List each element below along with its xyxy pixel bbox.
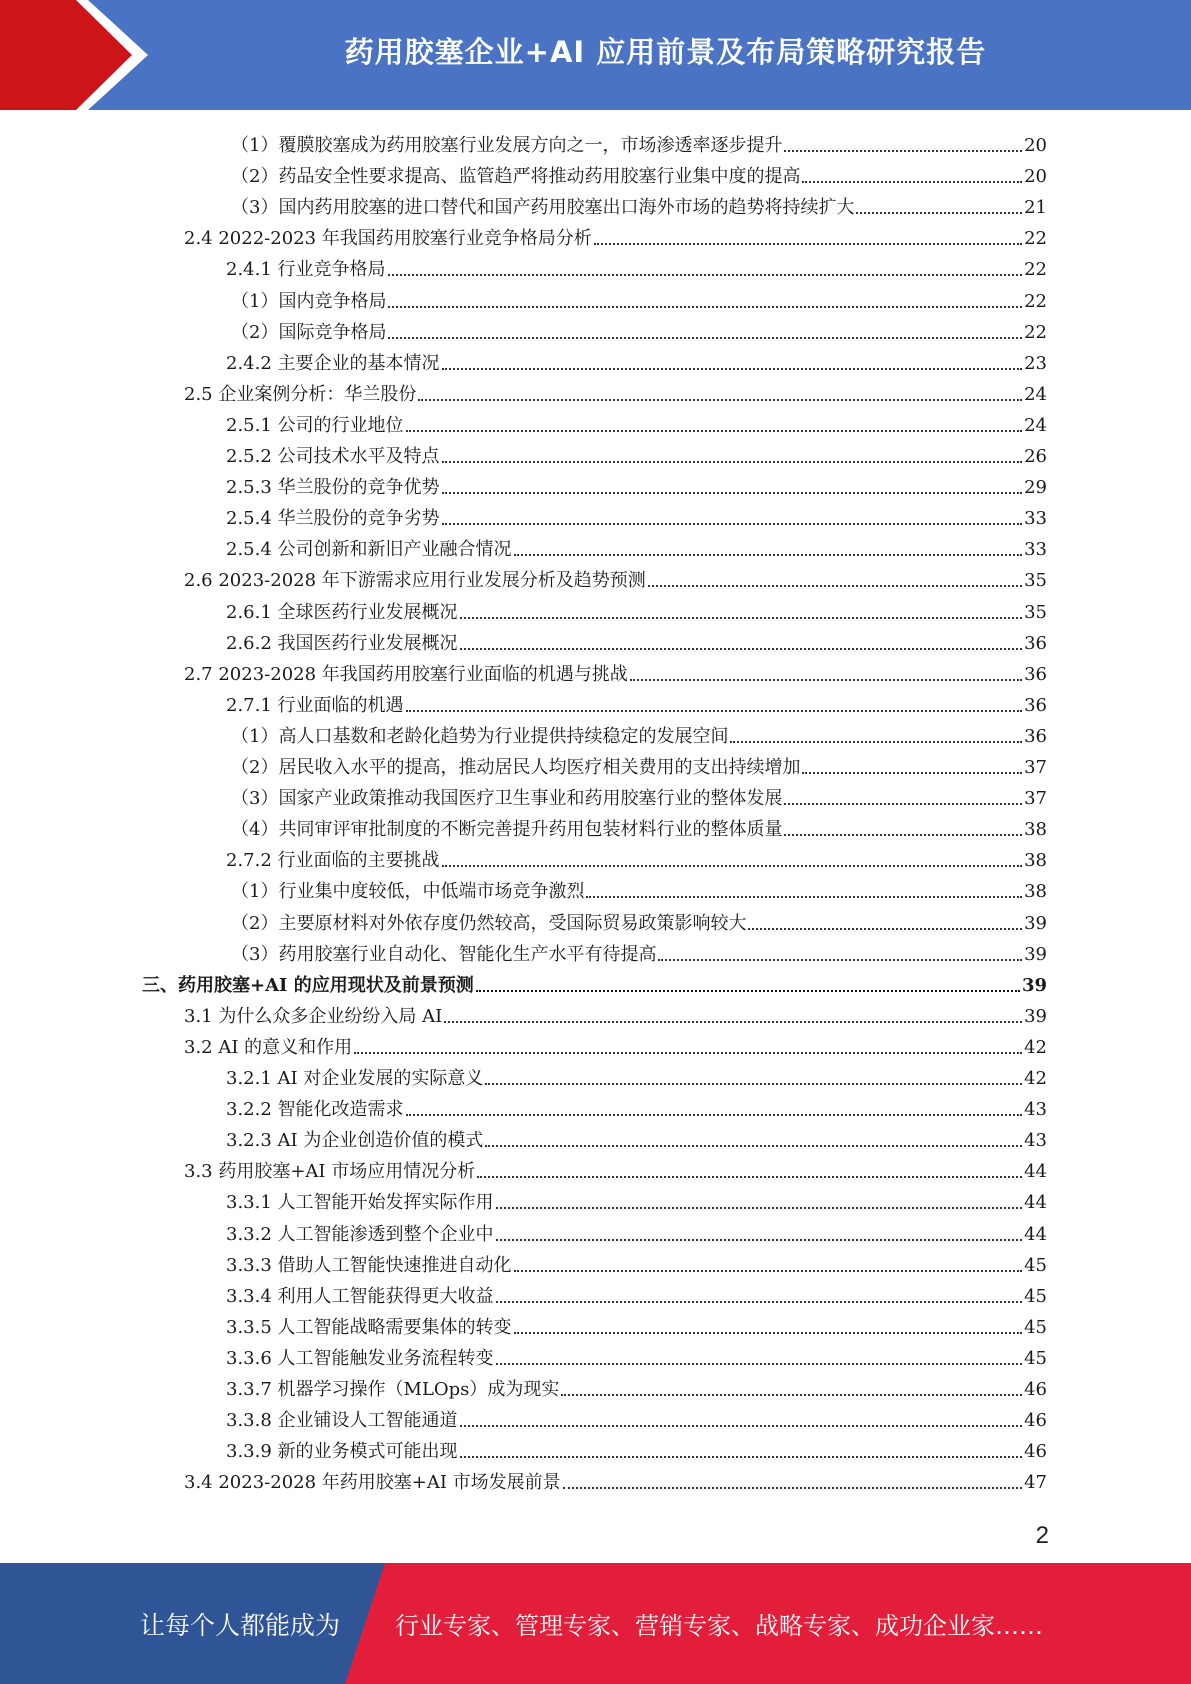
toc-entry-title: 2.5.1 公司的行业地位 <box>226 414 404 436</box>
toc-dot-leader <box>388 274 1023 276</box>
toc-entry[interactable] <box>142 966 1047 997</box>
toc-dot-leader <box>406 430 1023 432</box>
toc-dot-leader <box>354 1052 1022 1054</box>
footer-slogan-right: 行业专家、管理专家、营销专家、战略专家、成功企业家…… <box>395 1612 1043 1640</box>
toc-entry-title: 2.5.3 华兰股份的竞争优势 <box>226 477 440 499</box>
toc-entry-page: 45 <box>1024 1347 1047 1369</box>
page-number: 2 <box>1035 1522 1049 1549</box>
toc-entry-title: （1）行业集中度较低，中低端市场竞争激烈 <box>231 881 585 903</box>
toc-dot-leader <box>477 1176 1022 1178</box>
toc-dot-leader <box>648 585 1022 587</box>
toc-entry-title: 2.5.4 公司创新和新旧产业融合情况 <box>226 539 512 561</box>
toc-entry-title: 3.3.6 人工智能触发业务流程转变 <box>226 1347 494 1369</box>
toc-entry-title: 3.3.2 人工智能渗透到整个企业中 <box>226 1223 494 1245</box>
toc-entry[interactable] <box>226 1246 1047 1277</box>
toc-entry[interactable] <box>226 406 1047 437</box>
toc-entry-page: 39 <box>1024 1005 1047 1027</box>
toc-entry-title: （1）覆膜胶塞成为药用胶塞行业发展方向之一，市场渗透率逐步提升 <box>231 135 783 156</box>
toc-dot-leader <box>784 834 1022 836</box>
toc-entry[interactable] <box>226 468 1047 499</box>
toc-dot-leader <box>418 399 1022 401</box>
toc-dot-leader <box>496 1363 1023 1365</box>
toc-entry[interactable] <box>231 810 1047 841</box>
toc-dot-leader <box>496 1239 1023 1241</box>
toc-entry[interactable] <box>231 282 1047 313</box>
toc-entry-title: 2.6.2 我国医药行业发展概况 <box>226 632 458 654</box>
toc-entry-page: 20 <box>1024 166 1047 188</box>
toc-entry-title: 3.3.1 人工智能开始发挥实际作用 <box>226 1192 494 1214</box>
toc-entry[interactable] <box>184 655 1047 686</box>
toc-entry-page: 44 <box>1024 1192 1047 1214</box>
toc-entry-page: 39 <box>1021 974 1047 996</box>
toc-dot-leader <box>514 1332 1023 1334</box>
toc-dot-leader <box>784 150 1022 152</box>
page-header <box>0 0 1191 110</box>
toc-entry[interactable] <box>226 624 1047 655</box>
toc-entry-title: 3.2 AI 的意义和作用 <box>184 1036 353 1058</box>
toc-entry-page: 37 <box>1024 757 1047 778</box>
toc-entry[interactable] <box>231 313 1047 344</box>
toc-entry-page: 36 <box>1024 694 1047 716</box>
toc-entry-title: 3.3.3 借助人工智能快速推进自动化 <box>226 1254 512 1276</box>
toc-dot-leader <box>630 679 1022 681</box>
toc-entry-title: （3）药用胶塞行业自动化、智能化生产水平有待提高 <box>231 943 657 965</box>
toc-dot-leader <box>594 243 1022 245</box>
toc-entry-title: 2.4 2022-2023 年我国药用胶塞行业竞争格局分析 <box>184 228 592 250</box>
toc-entry[interactable] <box>231 157 1047 188</box>
toc-dot-leader <box>460 648 1023 650</box>
toc-entry-title: 3.3 药用胶塞+AI 市场应用情况分析 <box>184 1161 476 1183</box>
toc-entry-page: 44 <box>1024 1161 1047 1183</box>
toc-entry[interactable] <box>231 779 1047 810</box>
toc-entry[interactable] <box>226 593 1047 624</box>
toc-entry-page: 39 <box>1024 912 1047 934</box>
toc-dot-leader <box>460 1456 1023 1458</box>
toc-entry[interactable] <box>184 997 1047 1028</box>
toc-entry-title: 2.4.2 主要企业的基本情况 <box>226 352 440 374</box>
toc-entry-page: 45 <box>1024 1316 1047 1338</box>
toc-entry-title: （2）主要原材料对外依存度仍然较高，受国际贸易政策影响较大 <box>231 912 747 934</box>
toc-entry[interactable] <box>226 344 1047 375</box>
toc-entry-page: 22 <box>1024 321 1047 343</box>
toc-entry[interactable] <box>226 250 1047 281</box>
toc-entry-title: 2.5.2 公司技术水平及特点 <box>226 446 440 467</box>
toc-dot-leader <box>388 337 1022 339</box>
toc-dot-leader <box>802 772 1022 774</box>
toc-entry-title: 2.7.2 行业面临的主要挑战 <box>226 850 440 872</box>
toc-entry[interactable] <box>231 748 1047 779</box>
toc-dot-leader <box>856 212 1022 214</box>
toc-entry-page: 33 <box>1024 508 1047 530</box>
toc-entry-page: 21 <box>1024 197 1047 219</box>
toc-dot-leader <box>444 1021 1022 1023</box>
toc-entry[interactable] <box>184 1152 1047 1183</box>
toc-entry-page: 45 <box>1024 1285 1047 1307</box>
toc-entry[interactable] <box>184 1463 1047 1494</box>
toc-entry[interactable] <box>231 188 1047 219</box>
toc-entry-page: 33 <box>1024 539 1047 561</box>
toc-dot-leader <box>730 741 1022 743</box>
page-footer <box>0 1563 1191 1684</box>
toc-entry-title: （4）共同审评审批制度的不断完善提升药用包装材料行业的整体质量 <box>231 819 783 841</box>
toc-entry-page: 22 <box>1024 259 1047 281</box>
toc-entry[interactable] <box>226 499 1047 530</box>
toc-dot-leader <box>514 1270 1023 1272</box>
toc-entry-page: 36 <box>1024 663 1047 685</box>
toc-dot-leader <box>485 1145 1022 1147</box>
toc-entry-title: 3.4 2023-2028 年药用胶塞+AI 市场发展前景 <box>184 1472 561 1494</box>
toc-dot-leader <box>442 523 1023 525</box>
toc-entry[interactable] <box>226 437 1047 468</box>
toc-entry-page: 20 <box>1024 135 1047 156</box>
header-arrow-decoration <box>0 0 150 110</box>
toc-dot-leader <box>406 710 1023 712</box>
toc-entry[interactable] <box>231 126 1047 157</box>
toc-entry-page: 36 <box>1024 632 1047 654</box>
toc-entry[interactable] <box>226 1277 1047 1308</box>
toc-dot-leader <box>442 865 1023 867</box>
toc-entry-title: 3.2.2 智能化改造需求 <box>226 1099 404 1121</box>
toc-entry[interactable] <box>226 1339 1047 1370</box>
toc-entry-page: 35 <box>1024 601 1047 623</box>
toc-entry[interactable] <box>226 841 1047 872</box>
toc-entry-title: 2.5.4 华兰股份的竞争劣势 <box>226 508 440 530</box>
toc-entry[interactable] <box>184 375 1047 406</box>
toc-dot-leader <box>442 461 1023 463</box>
toc-entry-page: 23 <box>1024 352 1047 374</box>
toc-entry-title: 3.3.4 利用人工智能获得更大收益 <box>226 1285 494 1307</box>
toc-dot-leader <box>476 990 1020 992</box>
toc-dot-leader <box>496 1207 1023 1209</box>
toc-entry[interactable] <box>226 1370 1047 1401</box>
toc-entry-page: 47 <box>1024 1472 1047 1494</box>
toc-entry-page: 26 <box>1024 446 1047 467</box>
toc-entry-title: 3.3.5 人工智能战略需要集体的转变 <box>226 1316 512 1338</box>
toc-entry-title: （2）国际竞争格局 <box>231 321 387 343</box>
toc-dot-leader <box>561 1394 1022 1396</box>
toc-entry[interactable] <box>226 1432 1047 1463</box>
toc-entry-page: 22 <box>1024 290 1047 312</box>
toc-entry-title: 2.7 2023-2028 年我国药用胶塞行业面临的机遇与挑战 <box>184 663 628 685</box>
toc-entry[interactable] <box>226 1090 1047 1121</box>
toc-entry[interactable] <box>226 1121 1047 1152</box>
toc-entry-title: （1）高人口基数和老龄化趋势为行业提供持续稳定的发展空间 <box>231 725 729 747</box>
toc-entry-page: 43 <box>1024 1130 1047 1152</box>
toc-dot-leader <box>460 1425 1023 1427</box>
toc-entry-page: 29 <box>1024 477 1047 499</box>
toc-entry-page: 46 <box>1024 1410 1047 1432</box>
toc-entry-page: 35 <box>1024 570 1047 592</box>
toc-entry[interactable] <box>226 1183 1047 1214</box>
toc-entry[interactable] <box>184 219 1047 250</box>
toc-entry-page: 43 <box>1024 1099 1047 1121</box>
toc-dot-leader <box>514 554 1023 556</box>
toc-entry[interactable] <box>226 1308 1047 1339</box>
toc-entry-page: 24 <box>1024 383 1047 405</box>
toc-dot-leader <box>442 492 1023 494</box>
toc-dot-leader <box>388 306 1022 308</box>
toc-entry-page: 42 <box>1024 1036 1047 1058</box>
toc-entry-page: 39 <box>1024 943 1047 965</box>
toc-entry-title: （3）国家产业政策推动我国医疗卫生事业和药用胶塞行业的整体发展 <box>231 788 783 810</box>
toc-entry[interactable] <box>231 904 1047 935</box>
toc-entry-page: 24 <box>1024 414 1047 436</box>
toc-entry[interactable] <box>226 1215 1047 1246</box>
toc-entry[interactable] <box>184 1028 1047 1059</box>
report-title: 药用胶塞企业+AI 应用前景及布局策略研究报告 <box>344 34 987 69</box>
toc-entry-page: 22 <box>1024 228 1047 250</box>
toc-dot-leader <box>784 803 1022 805</box>
toc-entry-title: （2）居民收入水平的提高，推动居民人均医疗相关费用的支出持续增加 <box>231 757 801 778</box>
toc-entry-title: 2.4.1 行业竞争格局 <box>226 259 386 281</box>
toc-entry[interactable] <box>226 530 1047 561</box>
toc-entry-page: 46 <box>1024 1379 1047 1400</box>
toc-entry-title: 3.2.3 AI 为企业创造价值的模式 <box>226 1130 484 1152</box>
toc-entry[interactable] <box>231 717 1047 748</box>
toc-entry-page: 38 <box>1024 850 1047 872</box>
toc-dot-leader <box>460 617 1023 619</box>
toc-dot-leader <box>563 1487 1022 1489</box>
footer-slogan-left: 让每个人都能成为 <box>140 1610 341 1640</box>
toc-entry-page: 44 <box>1024 1223 1047 1245</box>
toc-entry-page: 38 <box>1024 819 1047 841</box>
toc-entry-title: 3.3.9 新的业务模式可能出现 <box>226 1441 458 1463</box>
toc-entry[interactable] <box>231 872 1047 903</box>
toc-dot-leader <box>658 959 1022 961</box>
toc-entry-title: 2.6 2023-2028 年下游需求应用行业发展分析及趋势预测 <box>184 570 646 592</box>
toc-entry-page: 45 <box>1024 1254 1047 1276</box>
toc-entry-title: 2.6.1 全球医药行业发展概况 <box>226 601 458 623</box>
toc-entry-title: 3.1 为什么众多企业纷纷入局 AI <box>184 1005 443 1027</box>
toc-entry-page: 42 <box>1024 1068 1047 1089</box>
toc-entry-title: （3）国内药用胶塞的进口替代和国产药用胶塞出口海外市场的趋势将持续扩大 <box>231 197 855 219</box>
toc-dot-leader <box>802 181 1022 183</box>
toc-entry[interactable] <box>231 935 1047 966</box>
toc-entry-title: （2）药品安全性要求提高、监管趋严将推动药用胶塞行业集中度的提高 <box>231 166 801 188</box>
toc-entry-page: 46 <box>1024 1441 1047 1463</box>
toc-dot-leader <box>442 368 1023 370</box>
toc-entry-page: 36 <box>1024 725 1047 747</box>
toc-dot-leader <box>496 1301 1023 1303</box>
toc-dot-leader <box>406 1114 1023 1116</box>
toc-entry[interactable] <box>226 1401 1047 1432</box>
toc-entry-page: 37 <box>1024 788 1047 810</box>
toc-dot-leader <box>485 1083 1022 1085</box>
toc-entry-title: 三、药用胶塞+AI 的应用现状及前景预测 <box>142 974 474 996</box>
toc-entry[interactable] <box>184 561 1047 592</box>
toc-entry[interactable] <box>226 686 1047 717</box>
toc-entry-title: 2.5 企业案例分析：华兰股份 <box>184 383 417 405</box>
toc-entry-title: 3.2.1 AI 对企业发展的实际意义 <box>226 1068 484 1089</box>
toc-entry-title: （1）国内竞争格局 <box>231 290 387 312</box>
toc-entry[interactable] <box>226 1059 1047 1090</box>
toc-entry-page: 38 <box>1024 881 1047 903</box>
toc-entry-title: 3.3.7 机器学习操作（MLOps）成为现实 <box>226 1379 560 1400</box>
toc-entry-title: 3.3.8 企业铺设人工智能通道 <box>226 1410 458 1432</box>
toc-dot-leader <box>748 928 1022 930</box>
toc-entry-title: 2.7.1 行业面临的机遇 <box>226 694 404 716</box>
toc-dot-leader <box>586 896 1022 898</box>
